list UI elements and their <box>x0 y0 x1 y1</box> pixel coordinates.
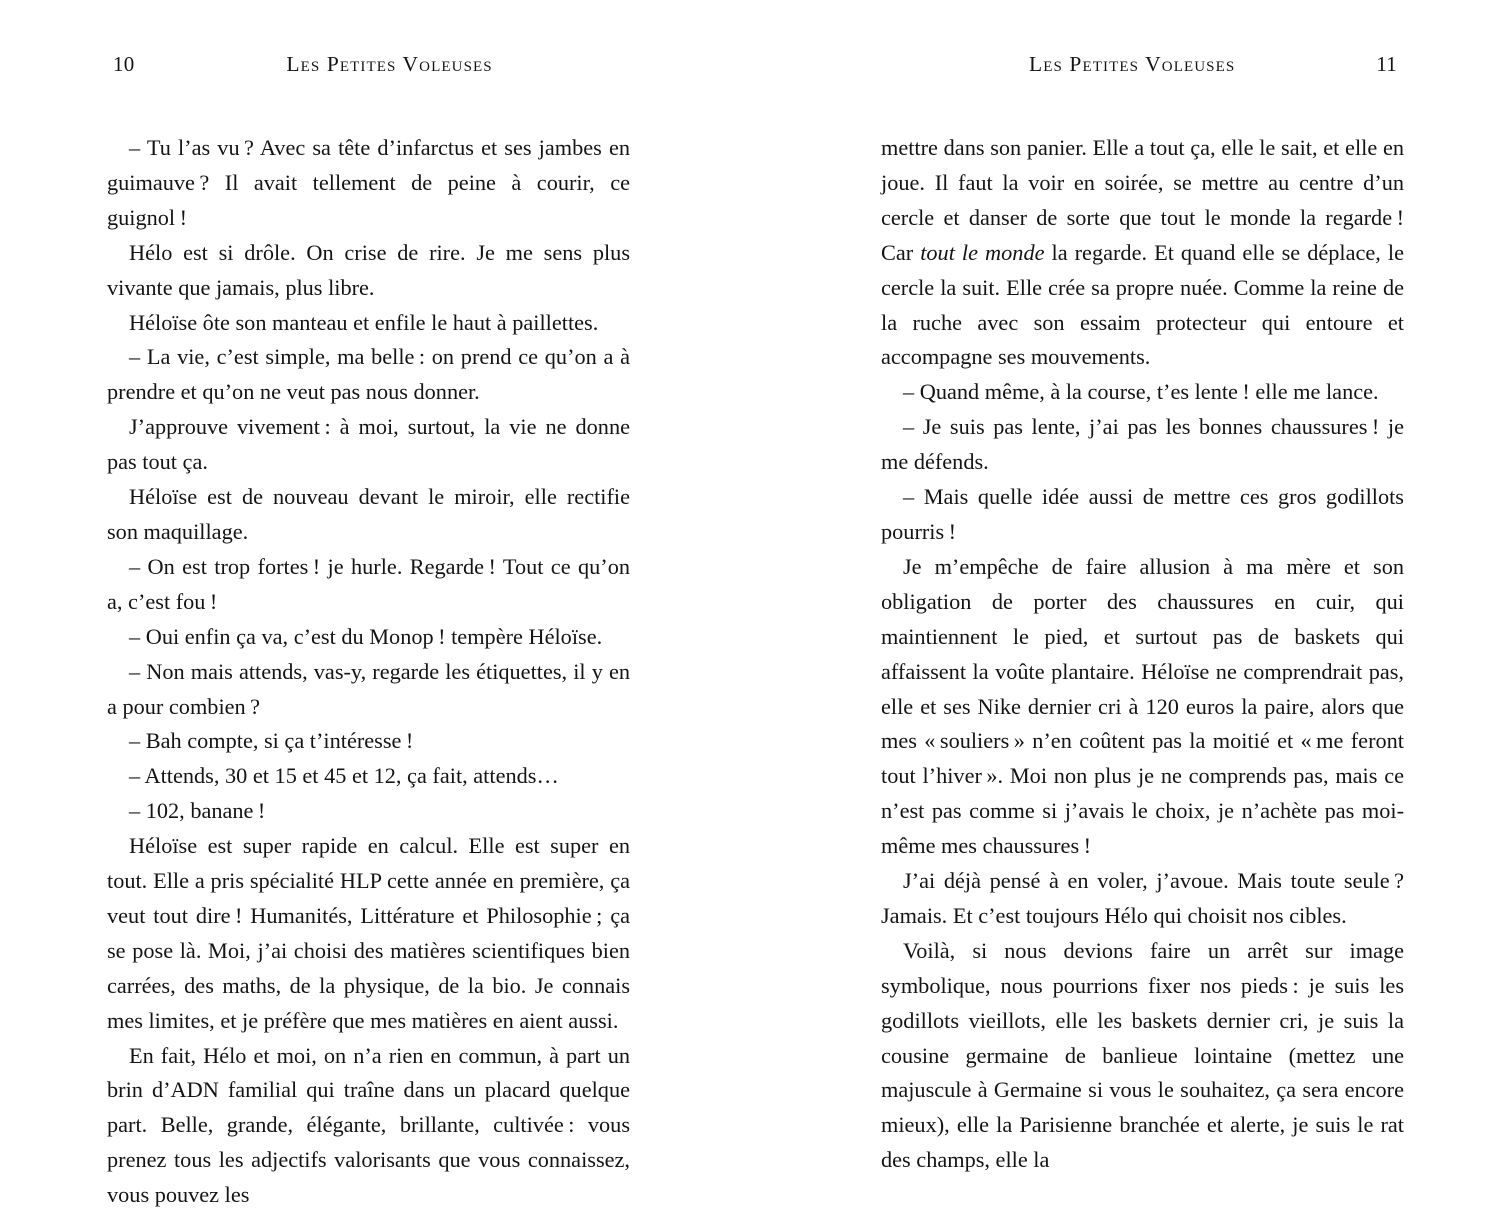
paragraph: J’approuve vivement : à moi, surtout, la vie ne donne pas tout ça. <box>107 414 630 475</box>
folio-left: 10 <box>113 52 135 76</box>
paragraph: – 102, banane ! <box>129 798 266 824</box>
folio-right: 11 <box>1376 52 1397 76</box>
paragraph: Héloïse est de nouveau devant le miroir, elle rectifie son maquillage. <box>107 484 630 544</box>
body-text: J’ai déjà pensé à en voler, j’avoue. Mais toute seule ? Jamais. Et c’est toujours Hélo qui choisit nos cibles. <box>881 868 1404 928</box>
paragraph <box>881 864 1404 934</box>
paragraph <box>881 410 1404 480</box>
body-text: mettre dans son panier. Elle a tout ça, elle le sait, et elle en joue. Il faut la voir en soirée, se mettre au centre d’un cercle et danser de sorte que tout le monde la regarde ! Car <box>881 135 1404 265</box>
text-column-right <box>881 131 1404 1178</box>
paragraph: – Attends, 30 et 15 et 45 et 12, ça fait, attends… <box>129 763 559 789</box>
paragraph <box>881 934 1404 1178</box>
paragraph: Héloïse ôte son manteau et enfile le haut à paillettes. <box>129 309 599 335</box>
body-text: la regarde. Et quand elle se déplace, le cercle la suit. Elle crée sa propre nuée. Comme la reine de la ruche avec son essaim protecteur qui entoure et accompagne ses mouvements. <box>881 239 1404 370</box>
paragraph: – On est trop fortes ! je hurle. Regarde ! Tout ce qu’on a, c’est fou ! <box>107 553 630 614</box>
emphasis-text: tout le monde <box>920 239 1045 265</box>
paragraph <box>881 550 1404 864</box>
paragraph <box>881 375 1404 410</box>
paragraph: Héloïse est super rapide en calcul. Elle est super en tout. Elle a pris spécialité HLP cette année en première, ça veut tout dire ! Humanités, Littérature et Philosophie ; ça se pose là. Moi, j’ai choisi des matières scientifiques bien carrées, des maths, de la physique, de la bio. Je connais mes limites, et je préfère que mes matières en aient aussi. <box>107 833 630 1033</box>
running-head-title-left: Les Petites Voleuses <box>286 52 493 76</box>
paragraph: – Bah compte, si ça t’intéresse ! <box>129 728 414 754</box>
paragraph <box>881 480 1404 550</box>
body-text: Je m’empêche de faire allusion à ma mère et son obligation de porter des chaussures en cuir, qui maintiennent le pied, et surtout pas de baskets qui affaissent la voûte plantaire. Héloïse ne comprendrait pas, elle et ses Nike dernier cri à 120 euros la paire, alors que mes « souliers » n’en coûtent pas la moitié et « me feront tout l’hiver ». Moi non plus je ne comprends pas, mais ce n’est pas comme si j’avais le choix, je n’achète pas moi-même mes chaussures ! <box>881 553 1404 859</box>
paragraph: – Tu l’as vu ? Avec sa tête d’infarctus et ses jambes en guimauve ? Il avait tellement de peine à courir, ce guignol ! <box>107 135 630 230</box>
paragraph-continuation <box>881 131 1404 375</box>
body-text: – Quand même, à la course, t’es lente ! elle me lance. <box>903 379 1379 405</box>
paragraph: En fait, Hélo et moi, on n’a rien en commun, à part un brin d’ADN familial qui traîne dans un placard quelque part. Belle, grande, élégante, brillante, cultivée : vous prenez tous les adjectifs valorisants que vous connaissez, vous pouvez les <box>107 1042 630 1208</box>
body-text: – Je suis pas lente, j’ai pas les bonnes chaussures ! je me défends. <box>881 414 1404 475</box>
running-head-left <box>113 52 629 82</box>
paragraph: Hélo est si drôle. On crise de rire. Je me sens plus vivante que jamais, plus libre. <box>107 239 630 300</box>
text-column-left <box>107 131 630 1213</box>
running-head-right <box>881 52 1397 82</box>
paragraph: – Oui enfin ça va, c’est du Monop ! tempère Héloïse. <box>129 623 603 649</box>
paragraph: – La vie, c’est simple, ma belle : on prend ce qu’on a à prendre et qu’on ne veut pas nous donner. <box>107 344 630 405</box>
running-head-title-right: Les Petites Voleuses <box>1029 52 1236 76</box>
body-text: Voilà, si nous devions faire un arrêt sur image symbolique, nous pourrions fixer nos pieds : je suis les godillots vieillots, elle les baskets dernier cri, je suis la cousine germaine de banlieue lointaine (mettez une majuscule à Germaine si vous le souhaitez, ça sera encore mieux), elle la Parisienne branchée et alerte, je suis le rat des champs, elle la <box>881 937 1404 1173</box>
paragraph: – Non mais attends, vas-y, regarde les étiquettes, il y en a pour combien ? <box>107 658 630 719</box>
body-text: – Mais quelle idée aussi de mettre ces gros godillots pourris ! <box>881 484 1404 544</box>
